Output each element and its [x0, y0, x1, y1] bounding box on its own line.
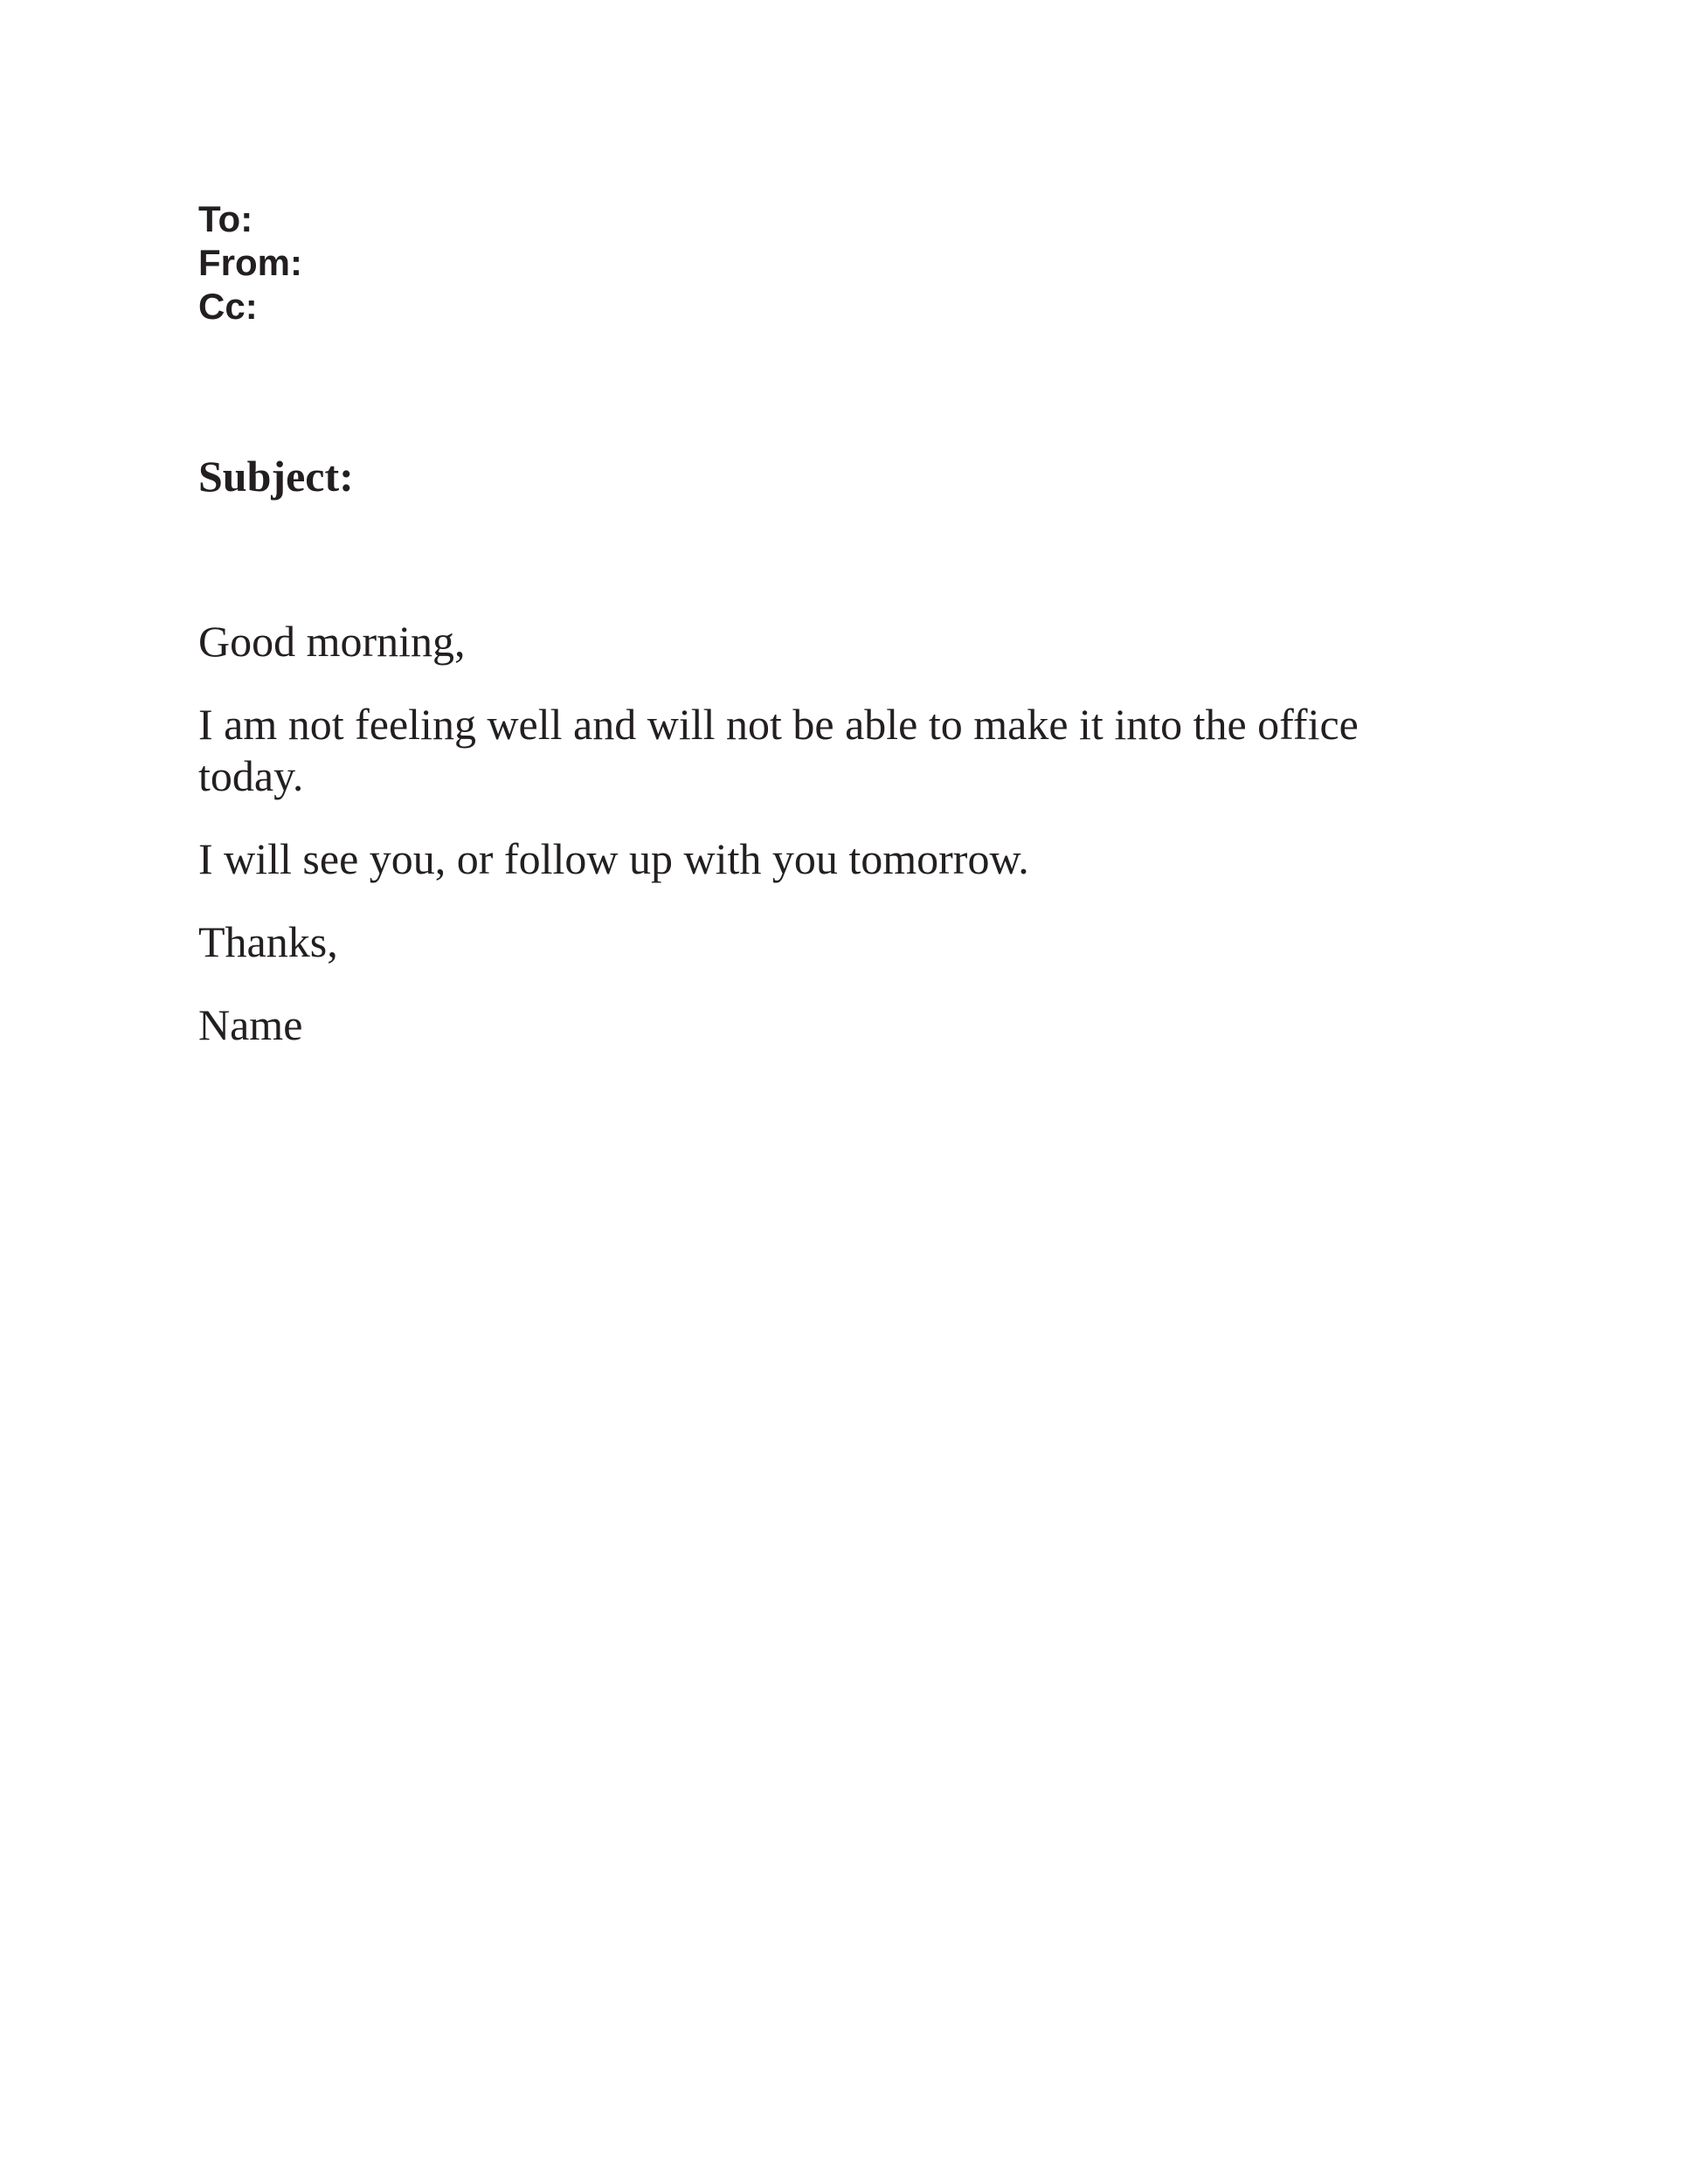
closing: Thanks,	[198, 917, 338, 966]
greeting: Good morning,	[198, 617, 466, 666]
from-label: From:	[198, 242, 302, 283]
cc-label: Cc:	[198, 286, 258, 327]
body-paragraph-1: I am not feeling well and will not be able to make it into the office today.	[198, 700, 1359, 800]
body-paragraph-2: I will see you, or follow up with you tomorrow.	[198, 834, 1029, 883]
signature: Name	[198, 1000, 303, 1049]
to-label: To:	[198, 198, 253, 239]
subject-label: Subject:	[198, 452, 354, 501]
memo-header	[198, 197, 302, 328]
letter-body	[198, 616, 1448, 1082]
